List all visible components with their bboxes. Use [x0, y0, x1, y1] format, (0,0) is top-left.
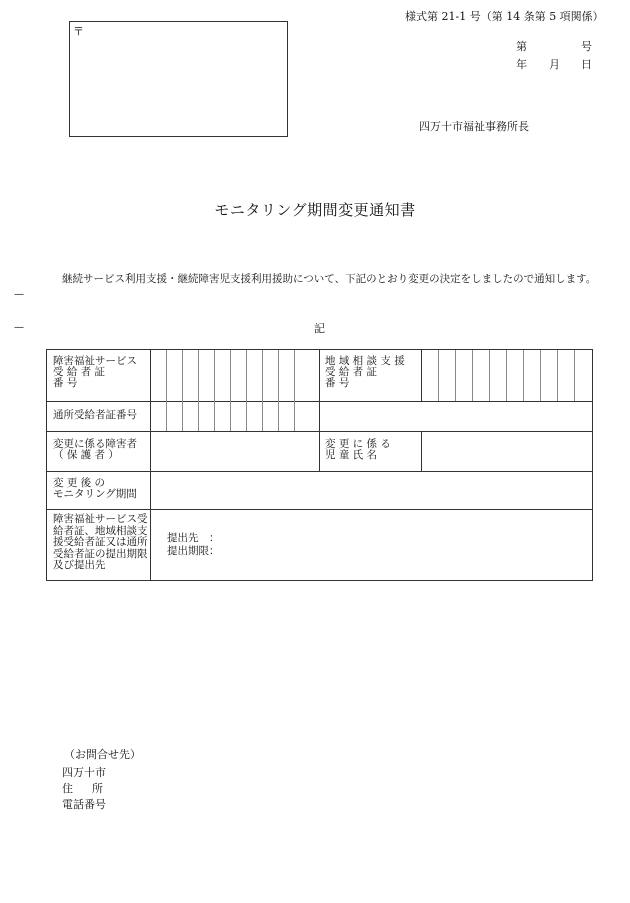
issuer-name: 四万十市福祉事務所長 [419, 120, 529, 133]
margin-mark-1: — [14, 289, 24, 300]
inquiry-heading: （お問合せ先） [64, 748, 141, 761]
document-number-line [516, 38, 592, 54]
postal-mark: 〒 [73, 25, 84, 38]
notice-body-text: 継続サービス利用支援・継続障害児支援利用援助について、下記のとおり変更の決定をしましたので通知します。 [62, 273, 597, 285]
address-box [69, 21, 288, 137]
affected-child-name-label: 変 更 に 係 る 児 童 氏 名 [325, 438, 391, 461]
submission-deadline-label: 障害福祉サービス受 給者証、地域相談支 援受給者証又は通所 受給者証の提出期限 及び提出先 [53, 513, 148, 571]
notice-table [46, 349, 593, 581]
label-column-divider [150, 350, 151, 580]
margin-mark-2: — [14, 322, 24, 333]
ki-heading: 記 [314, 322, 325, 335]
center-column-divider [319, 350, 320, 471]
inquiry-address-label: 住 所 [62, 782, 103, 795]
right-label-divider-1 [421, 350, 422, 401]
day-service-certificate-number-label: 通所受給者証番号 [53, 409, 137, 421]
submission-deadline-field: 提出期限： [167, 545, 220, 557]
submission-fields [167, 532, 327, 558]
inquiry-organization: 四万十市 [62, 766, 106, 779]
doc-number-prefix: 第 [516, 40, 527, 53]
inquiry-phone-label: 電話番号 [62, 798, 106, 811]
service-certificate-number-label: 障害福祉サービス 受 給 者 証 番 号 [53, 355, 137, 389]
right-label-divider-2 [421, 431, 422, 471]
row-divider-4 [47, 509, 592, 510]
date-year: 年 [516, 58, 527, 71]
form-number: 様式第 21-1 号（第 14 条第 5 項関係） [405, 10, 604, 23]
date-month: 月 [549, 58, 560, 71]
affected-person-label: 変更に係る障害者 （ 保 護 者 ） [53, 438, 137, 461]
submission-destination-field: 提出先 ： [167, 532, 220, 544]
new-monitoring-period-label: 変 更 後 の モニタリング期間 [53, 477, 137, 500]
doc-number-suffix: 号 [581, 40, 592, 53]
document-title: モニタリング期間変更通知書 [214, 201, 416, 219]
row-divider-3 [47, 471, 592, 472]
regional-support-certificate-number-label: 地 域 相 談 支 援 受 給 者 証 番 号 [325, 355, 405, 389]
date-day: 日 [581, 58, 592, 71]
